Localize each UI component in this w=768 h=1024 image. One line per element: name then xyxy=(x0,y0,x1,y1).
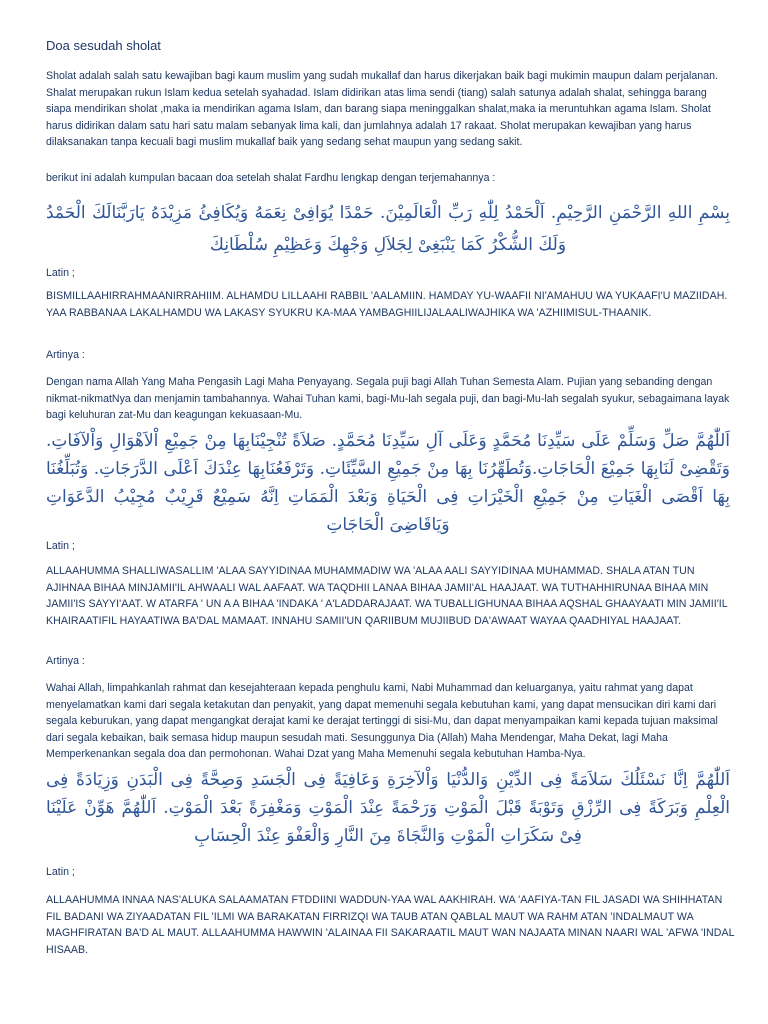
arti-label-1: Artinya : xyxy=(46,349,85,361)
arabic-text-1: بِسْمِ اللهِ الرَّحْمَنِ الرَّحِيْمِ. اَلْحَمْدُ لِلّٰهِ رَبِّ الْعَالَمِيْنَ. حَمْدًا يُوَافِىْ نِعَمَهُ وَيُكَافِئُ مَزِيْدَهُ يَارَبَّنَالَكَ الْحَمْدُ وَلَكَ الشُّكْرُ كَمَا يَنْبَغِىْ لِجَلاَلِ وَجْهِكَ وَعَظِيْمِ سُلْطَانِكَ xyxy=(46,203,730,255)
arabic-text-2: اَللّٰهُمَّ صَلِّ وَسَلِّمْ عَلَى سَيِّدِنَا مُحَمَّدٍ وَعَلَى آلِ سَيِّدِنَا مُحَمَّدٍ. صَلاَةً تُنْجِيْنَابِهَا مِنْ جَمِيْعِ اْلاَهْوَالِ وَاْلآفَاتِ. وَتَقْضِىْ لَنَابِهَا جَمِيْعَ الْحَاجَاتِ.وَتُطَهِّرُنَا بِهَا مِنْ جَمِيْعِ السَّيِّئَاتِ. وَتَرْفَعُنَابِهَا عِنْدَكَ اَعْلَى الدَّرَجَاتِ. وَتُبَلِّغُنَا بِهَا اَقْصَى الْغَيَاتِ مِنْ جَمِيْعِ الْخَيْرَاتِ فِى الْحَيَاةِ وَبَعْدَ الْمَمَاتِ اِنَّهُ سَمِيْعٌ قَرِيْبٌ مُجِيْبُ الدَّعَوَاتِ وَيَاقَاضِىَ الْحَاجَاتِ xyxy=(46,431,730,535)
latin-text-3: ALLAAHUMMA INNAA NAS'ALUKA SALAAMATAN FTDDIINI WADDUN-YAA WAL AAKHIRAH. WA 'AAFIYA-TAN FIL JASADI WA SHIHHATAN FIL BADANI WA ZIYAADATAN FIL 'ILMI WA BARAKATAN FIRRIZQI WA TAUB ATAN QABLAL MAUT WA RAHM ATAN 'INDALMAUT WA MAGHFIRATAN BA'D AL MAUT. ALLAAHUMMA HAWWIN 'ALAINAA FII SAKARAATIL MAUT WAN NAJAATA MINAN NAARI WAL 'AFWA 'INDAL HISAAB. xyxy=(46,894,735,956)
arti-label-2: Artinya : xyxy=(46,655,85,667)
latin-label-1: Latin ; xyxy=(46,267,75,279)
arti-text-1: Dengan nama Allah Yang Maha Pengasih Lagi Maha Penyayang. Segala puji bagi Allah Tuhan Semesta Alam. Pujian yang sebanding dengan nikmat-nikmatNya dan menjamin tambahannya. Wahai Tuhan kami, bagi-Mu-lah segala puji, dan bagi-Mu-lah segalah syukur, sebagaimana layak bagi keluhuran zat-Mu dan keagungan kekuasaan-Mu. xyxy=(46,376,730,421)
lead-paragraph: berikut ini adalah kumpulan bacaan doa setelah shalat Fardhu lengkap dengan terjemahannya : xyxy=(46,172,496,184)
arti-text-2: Wahai Allah, limpahkanlah rahmat dan kesejahteraan kepada penghulu kami, Nabi Muhammad dan keluarganya, yaitu rahmat yang dapat menyelamatkan kami dari segala ketakutan dan penyakit, yang dapat memenuhi segala kebutuhan kami, yang dapat mensucikan diri kami dari segala keburukan, yang dapat mengangkat derajat kami ke derajat tertinggi di sisi-Mu, dan dapat menyampaikan kami kepada tujuan maksimal dari segala kebaikan, baik semasa hidup maupun sesudah mati. Sesunggunya Dia (Allah) Maha Mendengar, Maha Dekat, lagi Maha Memperkenankan segala doa dan permohonan. Wahai Dzat yang Maha Memenuhi segala kebutuhan Hamba-Nya. xyxy=(46,682,718,760)
latin-label-3: Latin ; xyxy=(46,866,75,878)
arabic-text-3: اَللّٰهُمَّ اِنَّا نَسْئَلُكَ سَلاَمَةً فِى الدِّيْنِ وَالدُّنْيَا وَاْلآخِرَةِ وَعَافِيَةً فِى الْجَسَدِ وَصِحَّةً فِى الْبَدَنِ وَزِيَادَةً فِى الْعِلْمِ وَبَرَكَةً فِى الرِّزْقِ وَتَوْبَةً قَبْلَ الْمَوْتِ وَرَحْمَةً عِنْدَ الْمَوْتِ وَمَغْفِرَةً بَعْدَ الْمَوْتِ. اَللّٰهُمَّ هَوِّنْ عَلَيْنَا فِىْ سَكَرَاتِ الْمَوْتِ وَالنَّجَاةَ مِنَ النَّارِ وَالْعَفْوَ عِنْدَ الْحِسَابِ xyxy=(46,770,730,846)
intro-paragraph: Sholat adalah salah satu kewajiban bagi kaum muslim yang sudah mukallaf dan harus dikerjakan baik bagi mukimin maupun dalam perjalanan. Shalat merupakan rukun Islam kedua setelah syahadad. Islam didirikan atas lima sendi (tiang) salah satunya adalah shalat, sehingga barang siapa mendirikan sholat ,maka ia mendirikan agama Islam, dan barang siapa meninggalkan shalat,maka ia meruntuhkan agama Islam. Sholat harus didirikan dalam satu hari satu malam sebanyak lima kali, dan jumlahnya adalah 17 rakaat. Sholat merupakan kewajiban yang harus dilaksanakan tanpa kecuali bagi muslim mukallaf baik yang sedang sehat maupun yang sedang sakit. xyxy=(46,70,718,148)
latin-text-2: ALLAAHUMMA SHALLIWASALLIM 'ALAA SAYYIDINAA MUHAMMADIW WA 'ALAA AALI SAYYIDINAA MUHAMMAD. SHALA ATAN TUN AJIHNAA BIHAA MINJAMII'IL AHWAALI WAL AAFAAT. WA TAQDHII LANAA BIHAA JAMII'AL HAAJAAT. WA TUTHAHHIRUNAA BIHAA MIN JAMII'IS SAYYI'AAT. W ATARFA ' UN A A BIHAA 'INDAKA ' A'LADDARAJAAT. WA TUBALLIGHUNAA BIHAA AQSHAL GHAAYAATI MIN JAMII'IL KHAIRAATIFIL HAYAATIWA BA'DAL MAMAAT. INNAHU SAMII'UN QARIIBUM MUJIIBUD DA'AWAAT WAYAA QAADHIYAL HAAJAAT. xyxy=(46,565,728,627)
document-title: Doa sesudah sholat xyxy=(46,38,161,53)
latin-label-2: Latin ; xyxy=(46,540,75,552)
latin-text-1: BISMILLAAHIRRAHMAANIRRAHIIM. ALHAMDU LILLAAHI RABBIL 'AALAMIIN. HAMDAY YU-WAAFII NI'AMAHUU WA YUKAAFI'U MAZIIDAH. YAA RABBANAA LAKALHAMDU WA LAKASY SYUKRU KA-MAA YAMBAGHIILIJALAALIWAJHIKA WA 'AZHIIMISUL-THAANIK. xyxy=(46,290,728,319)
